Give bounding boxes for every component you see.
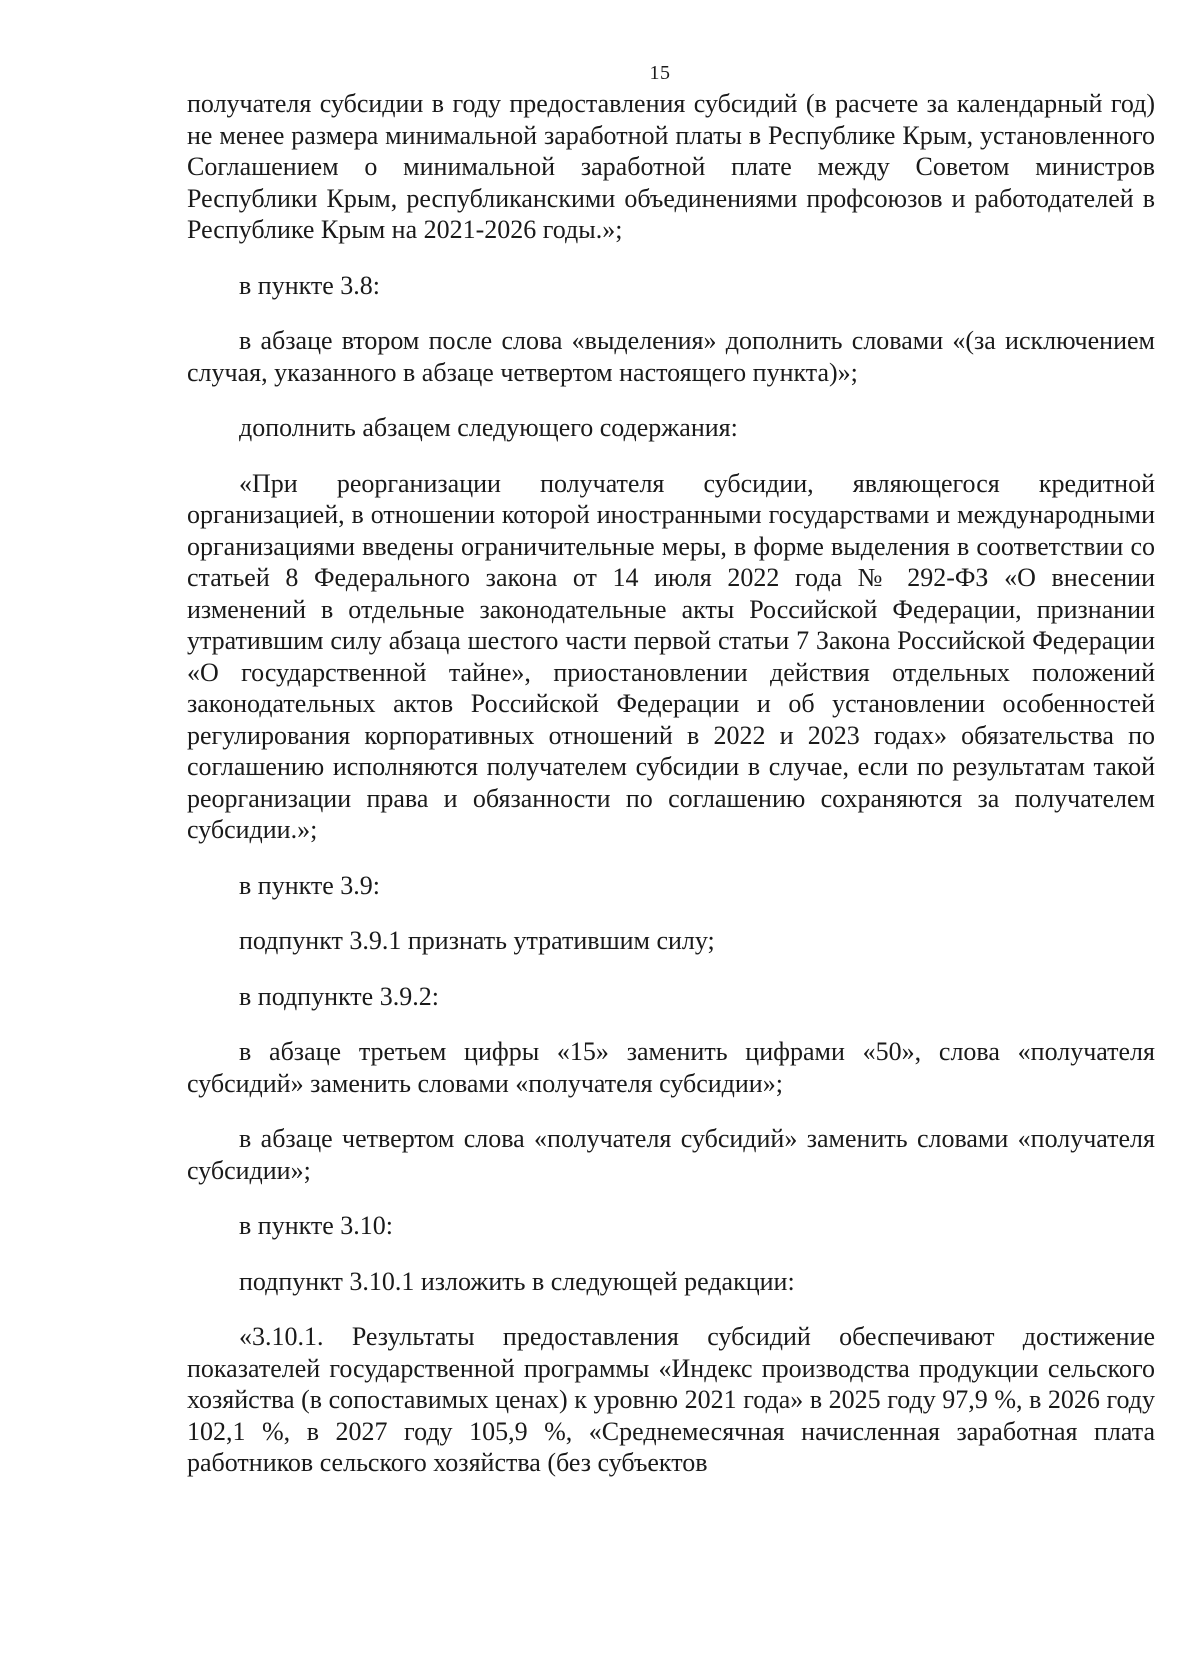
- paragraph-results-text: «3.10.1. Результаты предоставления субсидий обеспечивают достижение показателей государственной программы «Индекс производства продукции сельского хозяйства (в сопоставимых ценах) к уровню 2021 года» в 2025 году 97,9 %, в 2026 году 102,1 %, в 2027 году 105,9 %, «Среднемесячная начисленная заработная плата работников сельского хозяйства (без субъектов: [187, 1322, 1155, 1477]
- paragraph-clause-3-9: в пункте 3.9:: [239, 870, 381, 900]
- paragraph-fourth-abzac-amendment: в абзаце четвертом слова «получателя субсидий» заменить словами «получателя субсидии»;: [187, 1124, 1155, 1185]
- paragraph-amendment-second-abzac: в абзаце втором после слова «выделения» дополнить словами «(за исключением случая, указанного в абзаце четвертом настоящего пункта)»;: [187, 326, 1155, 387]
- paragraph-clause-3-10: в пункте 3.10:: [239, 1211, 394, 1240]
- paragraph-third-abzac-amendment: в абзаце третьем цифры «15» заменить цифрами «50», слова «получателя субсидий» заменить словами «получателя субсидии»;: [187, 1037, 1155, 1098]
- paragraph-reorganization-text: «При реорганизации получателя субсидии, являющегося кредитной организацией, в отношении которой иностранными государствами и международными организациями введены ограничительные меры, в форме выделения в соответствии со статьей 8 Федерального закона от 14 июля 2022 года № 292-ФЗ «О внесении изменений в отдельные законодательные акты Российской Федерации, признании утратившим силу абзаца шестого части первой статьи 7 Закона Российской Федерации «О государственной тайне», приостановлении действия отдельных положений законодательных актов Российской Федерации и об установлении особенностей регулирования корпоративных отношений в 2022 и 2023 годах» обязательства по соглашению исполняются получателем субсидии в случае, если по результатам такой реорганизации права и обязанности по соглашению сохраняются за получателем субсидии.»;: [187, 468, 1155, 844]
- paragraph-continuation: получателя субсидии в году предоставления субсидий (в расчете за календарный год) не менее размера минимальной заработной платы в Республике Крым, установленного Соглашением о минимальной заработной плате между Советом министров Республики Крым, республиканскими объединениями профсоюзов и работодателей в Республике Крым на 2021-2026 годы.»;: [187, 89, 1155, 244]
- page-number: 15: [649, 62, 671, 84]
- paragraph-add-abzac: дополнить абзацем следующего содержания:: [239, 413, 738, 442]
- paragraph-subclause-3-9-2: в подпункте 3.9.2:: [239, 981, 439, 1011]
- paragraph-subclause-3-9-1: подпункт 3.9.1 признать утратившим силу;: [239, 926, 715, 955]
- paragraph-subclause-3-10-1: подпункт 3.10.1 изложить в следующей редакции:: [239, 1266, 795, 1296]
- paragraph-clause-3-8: в пункте 3.8:: [239, 270, 381, 300]
- document-body: [187, 88, 1155, 1479]
